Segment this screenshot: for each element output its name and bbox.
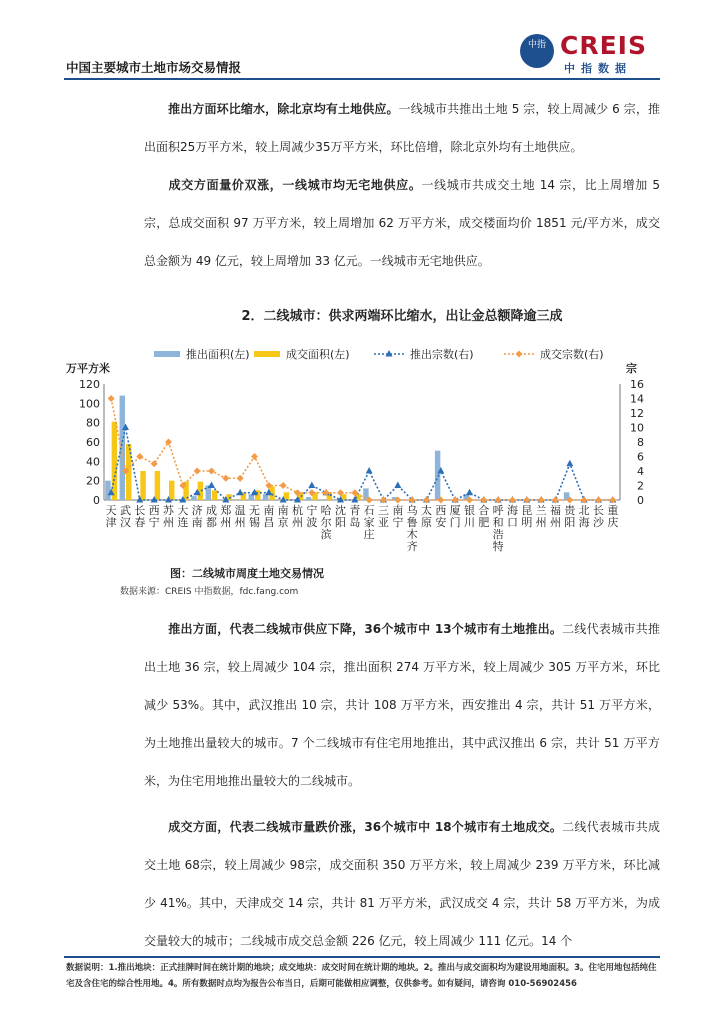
x-tick-char: 京 [277,516,289,529]
x-tick-label [536,504,547,529]
x-tick-char: 州 [234,516,246,529]
x-tick-char: 南 [277,504,289,517]
x-tick-char: 郑 [220,504,232,517]
x-tick-char: 杭 [292,504,303,517]
x-axis-labels [106,503,619,553]
x-tick-label [421,503,432,529]
paragraph-body: 二线代表城市共成交土地 68宗，较上周减少 98宗，成交面积 350 万平方米，较上周减少 239 万平方米，环比减少 41%。其中，天津成交 14 宗，共计 81 万平方米，武汉成交 4 宗，共计 58 万平方米，为成交量较大的城市；二线城市成交总金额 226 亿元，较上周减少 111 亿元。14 个 [144,820,660,948]
x-tick-char: 门 [449,516,461,529]
x-tick-label [407,503,418,553]
x-tick-char: 昌 [263,516,275,529]
x-tick-char: 苏 [163,504,174,517]
x-tick-char: 和 [492,516,504,529]
supply-count-point [566,460,573,467]
x-tick-char: 州 [550,516,561,529]
x-tick-char: 济 [191,504,203,517]
paragraph-tier2-supply [144,610,660,800]
supply-count-point [308,482,315,489]
x-tick-char: 海 [507,504,518,517]
x-tick-label [206,503,217,529]
x-tick-label [364,504,375,541]
y-tick-left: 80 [86,416,100,430]
x-tick-char: 宁 [392,516,404,529]
supply-area-bar [191,496,196,500]
x-tick-label [521,504,532,529]
x-tick-char: 长 [134,504,146,517]
deal-area-bar [212,490,217,500]
paragraph-lead: 推出方面环比缩水，除北京均有土地供应。 [168,102,399,116]
y-tick-left: 40 [86,455,100,469]
paragraph-tier1-deals [144,166,660,280]
x-tick-char: 北 [578,504,590,517]
x-tick-char: 明 [521,516,533,529]
paragraph-lead: 成交方面量价双涨，一线城市均无宅地供应。 [168,178,422,192]
x-tick-char: 岛 [349,516,361,529]
y-tick-left: 100 [79,397,100,411]
x-tick-char: 宁 [148,516,160,529]
x-tick-label [278,504,289,529]
y-axis-label-left: 万平方米 [66,362,110,375]
x-tick-label [134,504,145,529]
legend-marker [516,351,523,358]
x-tick-char: 滨 [320,528,332,541]
x-tick-char: 海 [578,516,590,529]
x-tick-char: 原 [421,516,432,529]
deal-count-point [208,468,215,475]
legend-label: 成交面积(左) [286,348,350,361]
y-tick-right: 0 [637,494,644,507]
x-tick-char: 太 [421,504,432,517]
paragraph-body: 二线代表城市共推出土地 36 宗，较上周减少 104 宗，推出面积 274 万平方米，较上周减少 305 万平方米，环比减少 53%。其中，武汉推出 10 宗，共计 108 万平方米，西安推出 4 宗，共计 51 万平方米，为土地推出量较大的城市。7 个二线城市有住宅用地推出，其中武汉推出 6 宗，共计 51 万平方米，为住宅用地推出量较大的二线城市。 [144,622,660,788]
y-tick-right: 16 [630,378,644,391]
x-tick-char: 合 [478,504,490,517]
x-tick-char: 都 [206,516,217,529]
x-tick-char: 乌 [406,504,418,517]
legend-swatch [154,351,180,357]
x-tick-char: 贵 [564,504,576,517]
x-tick-char: 安 [435,516,447,529]
x-tick-label [564,503,576,529]
supply-count-point [366,467,373,474]
header-title: 中国主要城市土地市场交易情报 [66,60,242,75]
y-tick-left: 120 [79,378,100,391]
x-tick-char: 齐 [406,540,418,553]
x-tick-label [378,504,389,529]
x-tick-label [306,504,317,529]
x-tick-label [235,504,246,529]
y-tick-right: 12 [630,407,644,420]
supply-count-point [208,482,215,489]
x-tick-char: 沈 [335,504,346,517]
x-tick-char: 福 [550,504,561,517]
x-tick-char: 木 [406,528,418,541]
y-axis-label-right: 宗 [626,362,637,375]
deal-count-point [194,468,201,475]
x-tick-label [392,504,403,529]
header-rule [64,78,660,80]
x-tick-char: 南 [263,504,275,517]
x-tick-char: 特 [492,540,504,553]
x-tick-label [292,503,303,529]
x-tick-char: 宁 [306,504,318,517]
x-tick-label [120,503,131,529]
x-tick-char: 州 [535,516,547,529]
y-tick-left: 20 [86,474,100,488]
legend-label: 成交宗数(右) [540,348,604,361]
x-tick-label [493,504,504,553]
paragraph-body: 一线城市共成交土地 14 宗，比上周增加 5 宗，总成交面积 97 万平方米，较上周增加 62 万平方米，成交楼面均价 1851 元/平方米，成交总金额为 49 亿元，较上周增加 33 亿元。一线城市无宅地供应。 [144,178,660,268]
y-tick-right: 10 [630,421,644,435]
supply-count-point [466,489,473,496]
paragraph-tier1-supply [144,90,660,166]
logo-mark: 中指 [520,34,554,68]
x-tick-char: 庆 [607,516,619,529]
creis-logo [520,32,660,78]
x-tick-char: 波 [306,516,318,529]
x-tick-char: 庄 [363,528,375,541]
x-tick-char: 银 [464,504,475,517]
x-tick-label [149,504,160,529]
legend-swatch [254,351,280,357]
x-tick-label [192,503,203,529]
x-tick-char: 尔 [320,516,332,529]
x-tick-label [249,504,260,529]
x-tick-label [435,504,446,529]
y-tick-right: 4 [637,465,644,478]
x-tick-char: 川 [464,516,475,529]
x-tick-char: 锡 [249,516,260,529]
deal-count-point [280,482,287,489]
data-source: 数据来源：CREIS 中指数据，fdc.fang.com [120,587,299,597]
footer-note: 数据说明：1.推出地块：正式挂牌时间在统计期的地块；成交地块：成交时间在统计期的地块。2。推出与成交面积均为建设用地面积。3。住宅用地包括纯住宅及含住宅的综合性用地。4。所有数据时点均为报告公布当日，后期可能做相应调整，仅供参考。如有疑问，请咨询 010-56902456 [66,963,657,989]
x-tick-char: 沙 [593,516,604,529]
supply-count-point [394,482,401,489]
x-tick-char: 津 [105,516,117,529]
y-tick-right: 14 [630,392,644,406]
deal-area-bar [155,471,160,500]
y-tick-right: 2 [637,479,644,493]
legend-label: 推出面积(左) [186,348,250,361]
x-tick-char: 州 [220,516,232,529]
x-tick-label [593,504,605,529]
x-tick-char: 阳 [335,516,346,529]
supply-area-bar [105,481,110,500]
deal-count-point [222,475,229,482]
legend-label: 推出宗数(右) [410,348,474,361]
x-tick-label [220,503,231,529]
x-tick-label [507,503,518,529]
paragraph-body: 一线城市共推出土地 5 宗，较上周减少 6 宗，推出面积25万平方米，较上周减少35万平方米，环比倍增，除北京外均有土地供应。 [144,102,660,154]
x-tick-char: 无 [249,504,260,517]
chart-caption: 图：二线城市周度土地交易情况 [170,567,324,580]
x-tick-char: 南 [191,516,203,529]
x-tick-label [263,504,274,529]
x-tick-char: 肥 [478,516,490,529]
y-tick-left: 60 [86,436,100,449]
x-tick-label [163,503,175,529]
paragraph-lead: 推出方面，代表二线城市供应下降，36个城市中 13个城市有土地推出。 [168,622,563,636]
x-tick-char: 温 [234,504,246,517]
x-tick-label [349,503,360,529]
x-tick-char: 鲁 [406,516,418,529]
x-tick-label [321,503,332,541]
x-tick-label [177,503,188,529]
x-tick-char: 州 [292,516,303,529]
deal-area-bar [169,481,174,500]
x-tick-char: 汉 [120,516,131,529]
x-tick-char: 州 [163,516,174,529]
x-tick-char: 三 [378,504,389,517]
x-tick-char: 连 [177,516,189,529]
y-tick-right: 6 [637,450,644,464]
paragraph-tier2-deals [144,808,660,960]
chart-legend [154,347,604,361]
x-tick-char: 春 [134,516,146,529]
x-tick-char: 大 [177,504,189,517]
x-tick-label [464,503,475,529]
x-tick-char: 亚 [378,516,389,529]
logo-sub: 中指数据 [564,62,632,75]
x-tick-char: 石 [363,504,375,517]
logo-word: CREIS [560,31,647,60]
deal-count-point [237,475,244,482]
x-tick-char: 昆 [521,504,533,517]
x-tick-char: 青 [349,504,361,517]
x-tick-label [607,503,618,529]
y-tick-right: 8 [637,436,644,449]
x-tick-char: 厦 [449,504,461,517]
x-tick-label [579,504,590,529]
x-tick-label [550,504,561,529]
x-tick-label [478,503,489,529]
y-tick-left: 0 [93,494,100,507]
x-tick-label [450,504,461,529]
x-tick-char: 阳 [564,516,576,529]
x-tick-char: 口 [507,516,518,529]
x-tick-label [335,503,346,529]
x-tick-char: 兰 [535,504,547,517]
paragraph-lead: 成交方面，代表二线城市量跌价涨，36个城市中 18个城市有土地成交。 [168,820,563,834]
land-trade-chart [64,340,664,565]
x-tick-char: 家 [363,516,375,529]
x-tick-char: 南 [392,504,404,517]
x-tick-char: 哈 [320,504,332,517]
x-tick-char: 成 [206,504,217,517]
section-title: 2．二线城市：供求两端环比缩水，出让金总额降逾三成 [241,309,563,324]
deal-count-point [108,395,115,402]
footer-rule [64,956,660,958]
supply-count-point [237,489,244,496]
x-tick-char: 武 [120,504,131,517]
x-tick-char: 西 [435,504,447,517]
x-tick-char: 浩 [492,528,504,541]
x-tick-char: 呼 [492,504,504,517]
deal-area-bar [140,471,145,500]
x-tick-char: 天 [105,504,117,517]
deal-count-point [136,453,143,460]
x-tick-char: 西 [148,504,160,517]
x-tick-label [106,504,117,529]
x-tick-char: 重 [607,504,619,517]
x-tick-char: 长 [593,504,604,517]
supply-area-bar [306,497,311,500]
supply-area-bars [105,396,569,500]
